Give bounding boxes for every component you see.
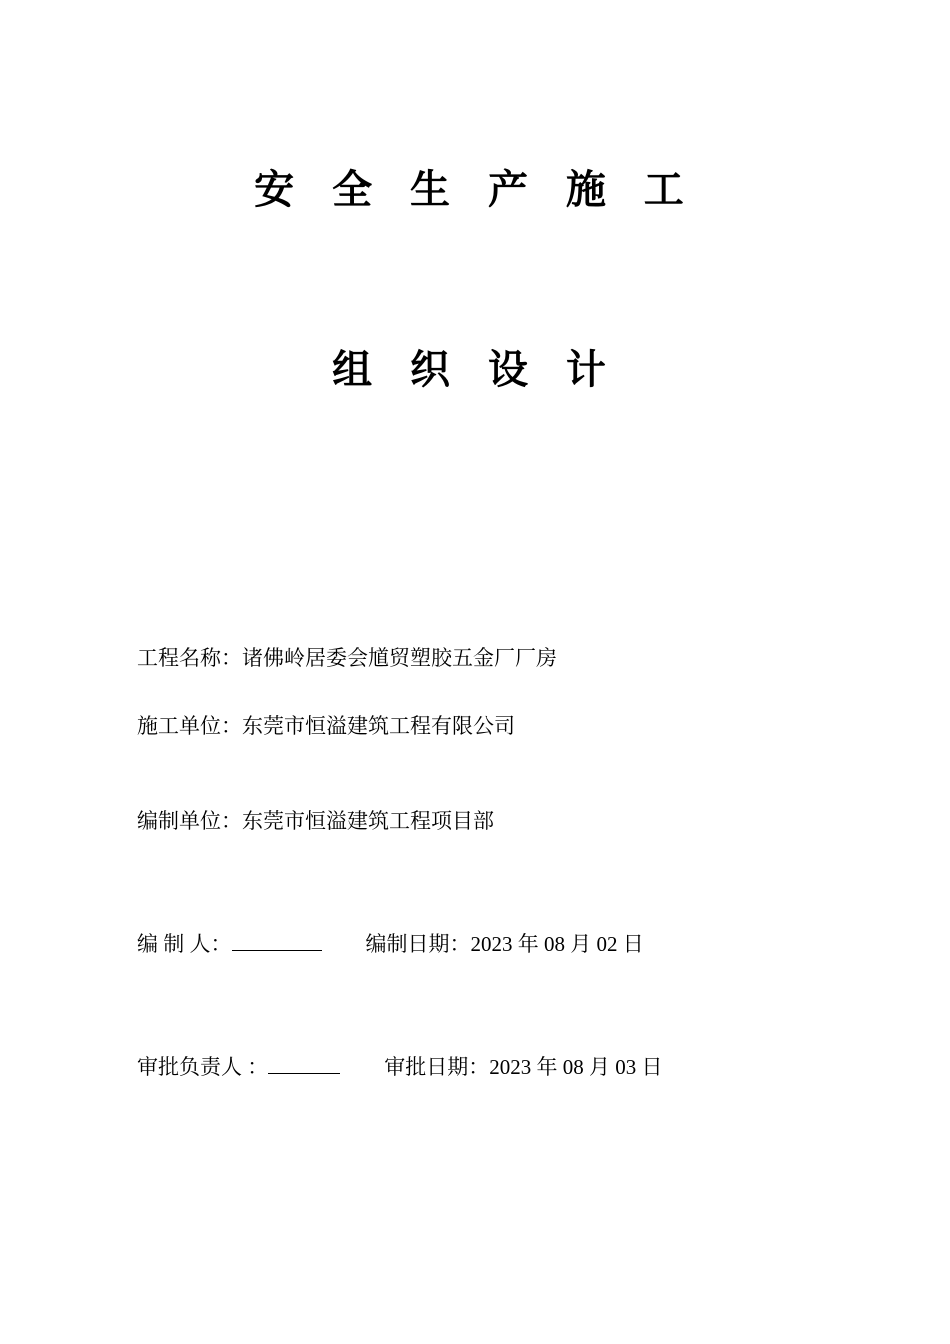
document-title-line-2: 组 织 设 计 bbox=[332, 347, 618, 393]
construction-unit-label: 施工单位： bbox=[137, 714, 242, 738]
compile-date-label: 编制日期： bbox=[365, 932, 471, 956]
project-name-field bbox=[137, 644, 557, 672]
construction-unit-field bbox=[137, 712, 515, 740]
approval-date-label: 审批日期： bbox=[384, 1055, 490, 1079]
project-name-value: 诸佛岭居委会馗贸塑胶五金厂厂房 bbox=[242, 646, 557, 670]
approver-signature-blank bbox=[268, 1051, 340, 1074]
approver-field bbox=[137, 1051, 663, 1081]
approval-date-value: 2023 年 08 月 03 日 bbox=[489, 1055, 663, 1079]
compile-date-value: 2023 年 08 月 02 日 bbox=[470, 932, 644, 956]
compiling-unit-field bbox=[137, 807, 494, 835]
approver-label: 审批负责人 ： bbox=[137, 1055, 269, 1079]
compiler-label: 编 制 人： bbox=[137, 932, 232, 956]
compiling-unit-value: 东莞市恒溢建筑工程项目部 bbox=[242, 809, 494, 833]
compiler-signature-blank bbox=[232, 928, 322, 951]
document-title-line-1: 安 全 生 产 施 工 bbox=[254, 167, 696, 213]
project-name-label: 工程名称： bbox=[137, 646, 242, 670]
compiler-field bbox=[137, 928, 644, 958]
construction-unit-value: 东莞市恒溢建筑工程有限公司 bbox=[242, 714, 515, 738]
compiling-unit-label: 编制单位： bbox=[137, 809, 242, 833]
